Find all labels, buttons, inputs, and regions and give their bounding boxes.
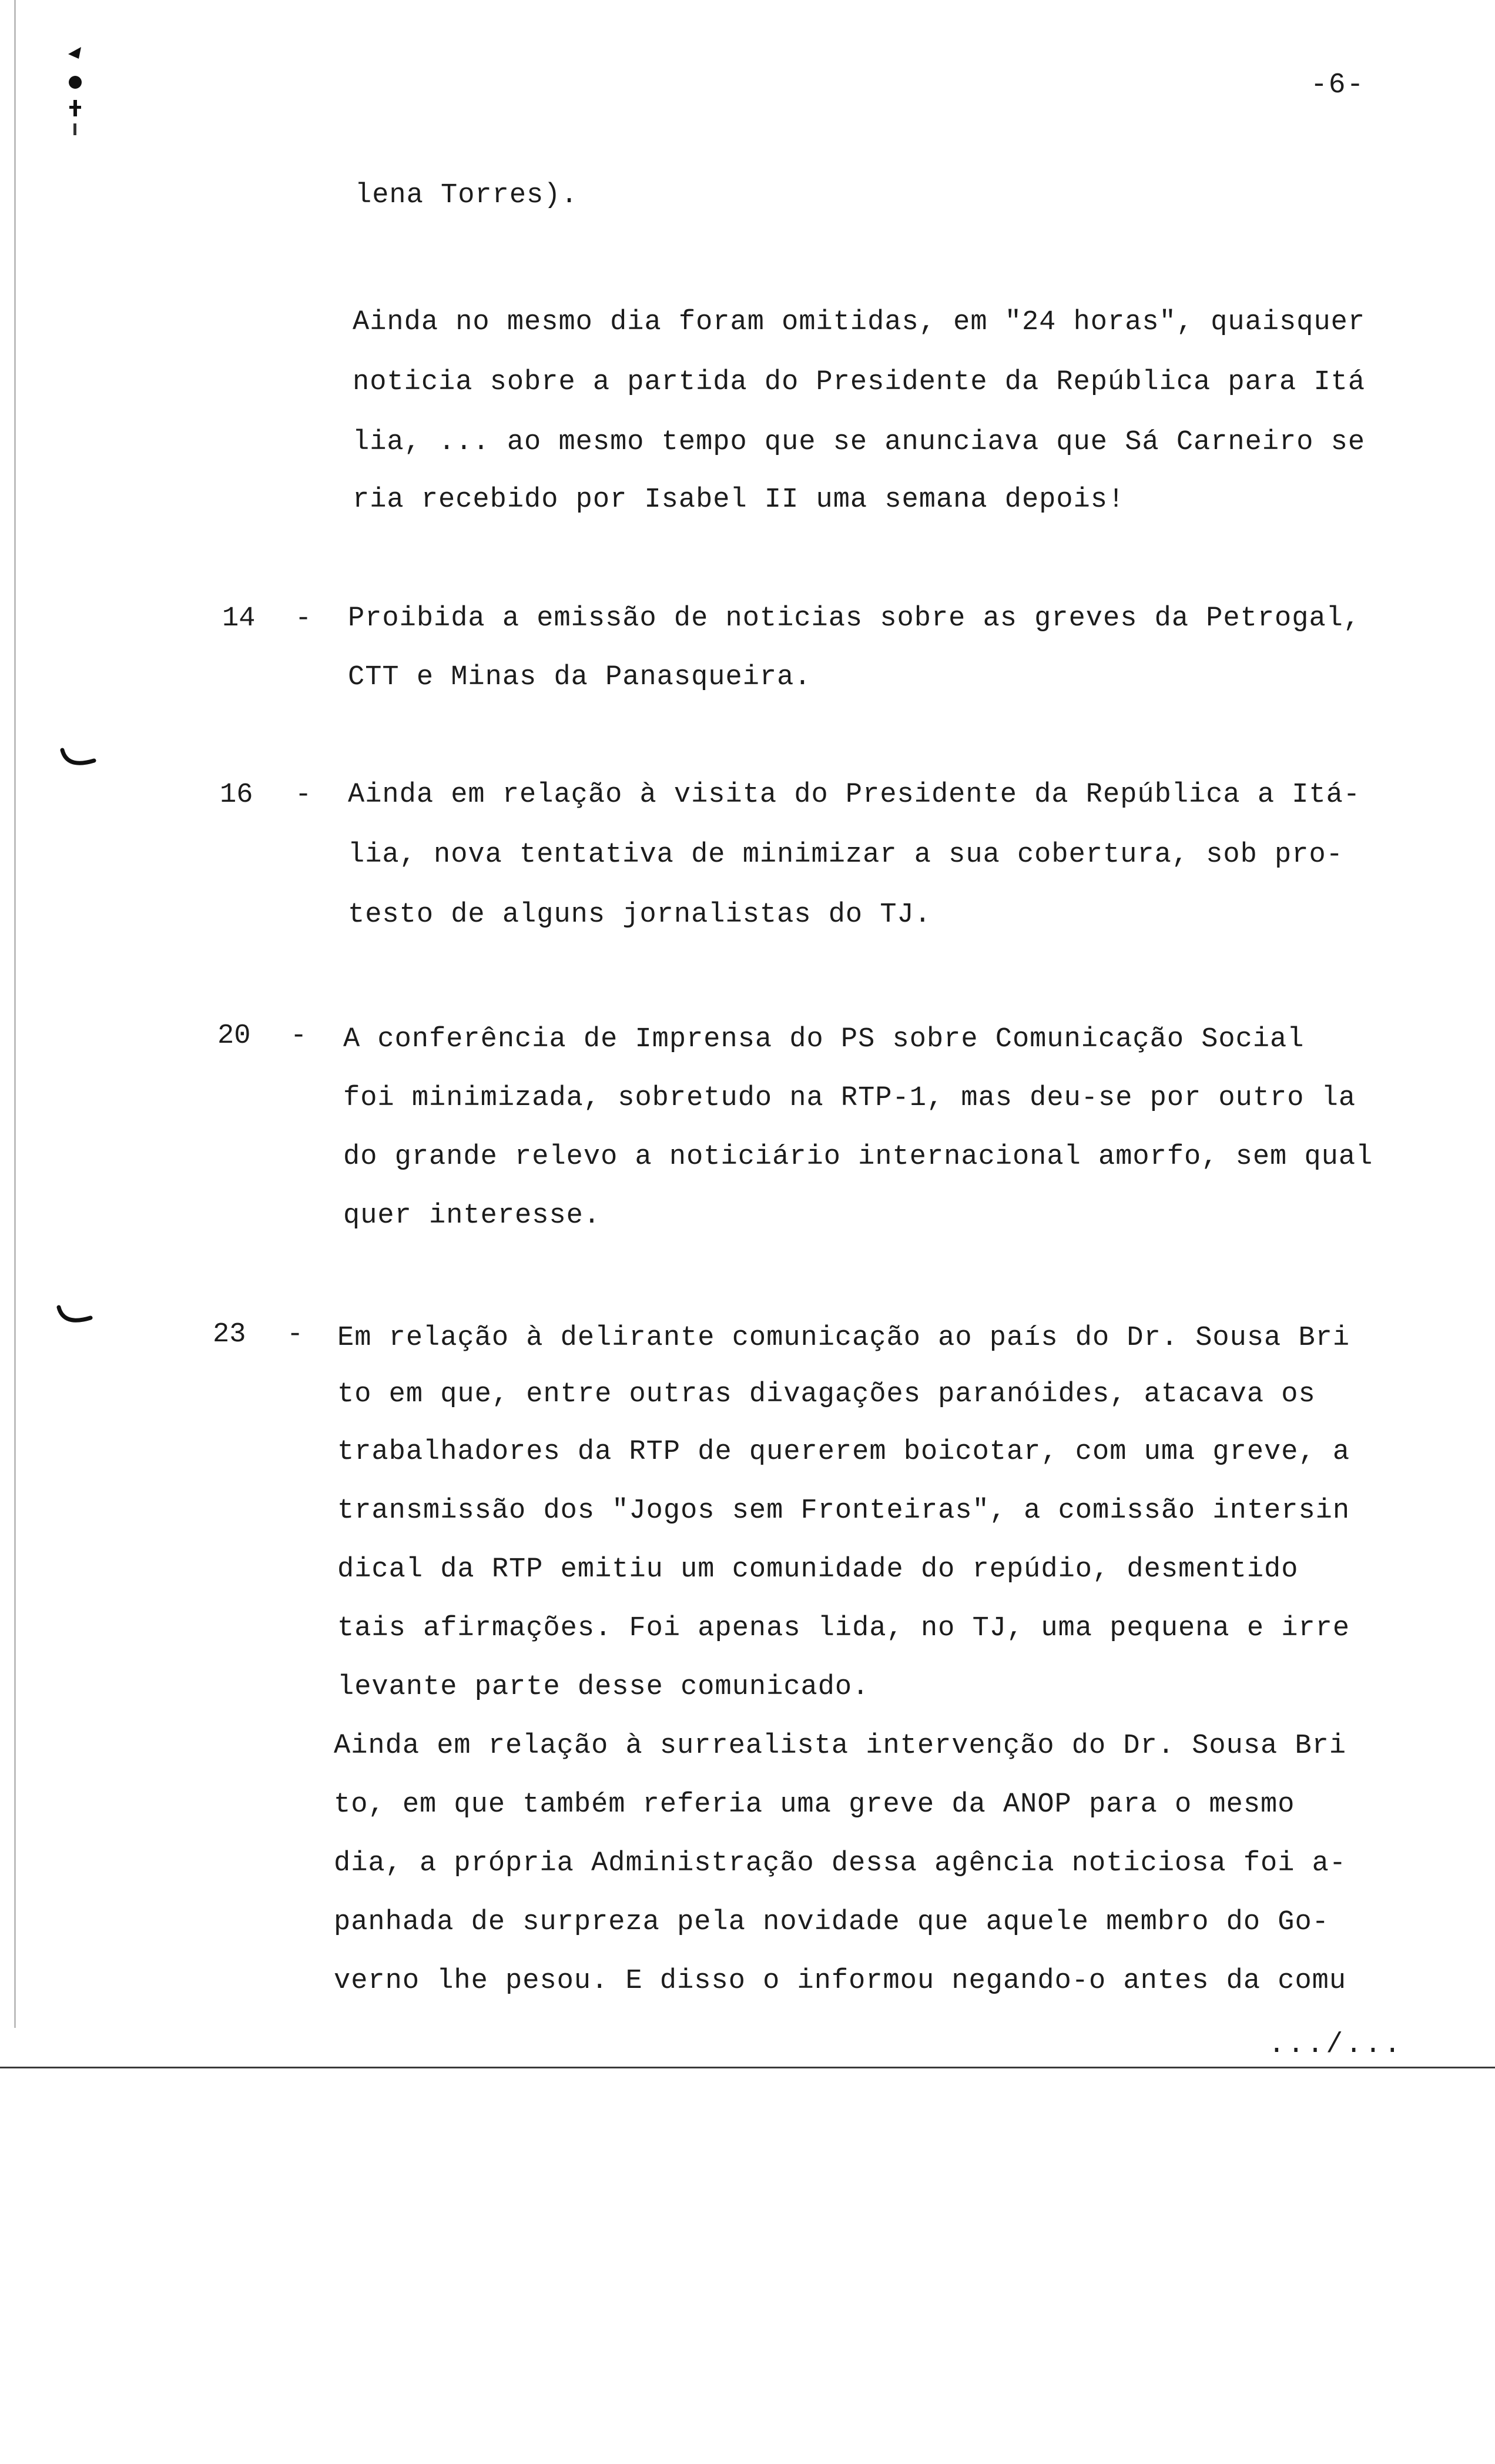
page-left-edge bbox=[14, 0, 16, 2028]
item-dash: - bbox=[295, 603, 312, 634]
check-mark-icon bbox=[59, 748, 100, 771]
item-line: A conferência de Imprensa do PS sobre Comunicação Social bbox=[343, 1024, 1305, 1055]
intro-line: ria recebido por Isabel II uma semana depois! bbox=[353, 484, 1125, 515]
item-line: levante parte desse comunicado. bbox=[337, 1672, 870, 1703]
continuation-marker: .../... bbox=[1268, 2029, 1403, 2061]
item-dash: - bbox=[287, 1319, 304, 1350]
item-line: panhada de surpreza pela novidade que aquele membro do Go- bbox=[334, 1907, 1329, 1938]
item-line: Em relação à delirante comunicação ao país do Dr. Sousa Bri bbox=[337, 1323, 1350, 1354]
item-line: Ainda em relação à visita do Presidente da República a Itá- bbox=[348, 779, 1361, 811]
item-line: CTT e Minas da Panasqueira. bbox=[348, 662, 812, 693]
item-line: transmissão dos "Jogos sem Fronteiras", a comissão intersin bbox=[337, 1495, 1350, 1526]
intro-line: noticia sobre a partida do Presidente da República para Itá bbox=[353, 367, 1366, 398]
intro-line: Ainda no mesmo dia foram omitidas, em "24 horas", quaisquer bbox=[353, 307, 1366, 338]
item-line: do grande relevo a noticiário internacional amorfo, sem qual bbox=[343, 1141, 1373, 1173]
page-bottom-edge bbox=[0, 2067, 1495, 2068]
item-line: to, em que também referia uma greve da ANOP para o mesmo bbox=[334, 1789, 1295, 1820]
item-dash: - bbox=[295, 779, 312, 811]
item-dash: - bbox=[290, 1020, 307, 1052]
item-line: tais afirmações. Foi apenas lida, no TJ, uma pequena e irre bbox=[337, 1613, 1350, 1644]
item-day: 16 bbox=[220, 779, 253, 811]
item-line: testo de alguns jornalistas do TJ. bbox=[348, 899, 931, 930]
item-line: lia, nova tentativa de minimizar a sua cobertura, sob pro- bbox=[348, 839, 1343, 871]
page-number: -6- bbox=[1310, 69, 1365, 101]
check-mark-icon bbox=[55, 1305, 96, 1328]
item-day: 14 bbox=[222, 603, 256, 634]
item-line: quer interesse. bbox=[343, 1200, 601, 1231]
item-line: Proibida a emissão de noticias sobre as greves da Petrogal, bbox=[348, 603, 1361, 634]
item-line: to em que, entre outras divagações paranóides, atacava os bbox=[337, 1379, 1316, 1410]
item-line: trabalhadores da RTP de quererem boicotar, com uma greve, a bbox=[337, 1437, 1350, 1468]
item-line: Ainda em relação à surrealista intervenção do Dr. Sousa Bri bbox=[334, 1730, 1347, 1762]
item-line: foi minimizada, sobretudo na RTP-1, mas deu-se por outro la bbox=[343, 1083, 1356, 1114]
item-line: verno lhe pesou. E disso o informou negando-o antes da comu bbox=[334, 1966, 1347, 1997]
item-line: dia, a própria Administração dessa agência noticiosa foi a- bbox=[334, 1848, 1347, 1879]
item-day: 20 bbox=[217, 1020, 251, 1052]
intro-line: lena Torres). bbox=[355, 180, 578, 211]
binding-hole-marks bbox=[63, 41, 87, 141]
item-day: 23 bbox=[213, 1319, 246, 1350]
intro-line: lia, ... ao mesmo tempo que se anunciava que Sá Carneiro se bbox=[353, 427, 1366, 458]
item-line: dical da RTP emitiu um comunidade do repúdio, desmentido bbox=[337, 1554, 1299, 1585]
